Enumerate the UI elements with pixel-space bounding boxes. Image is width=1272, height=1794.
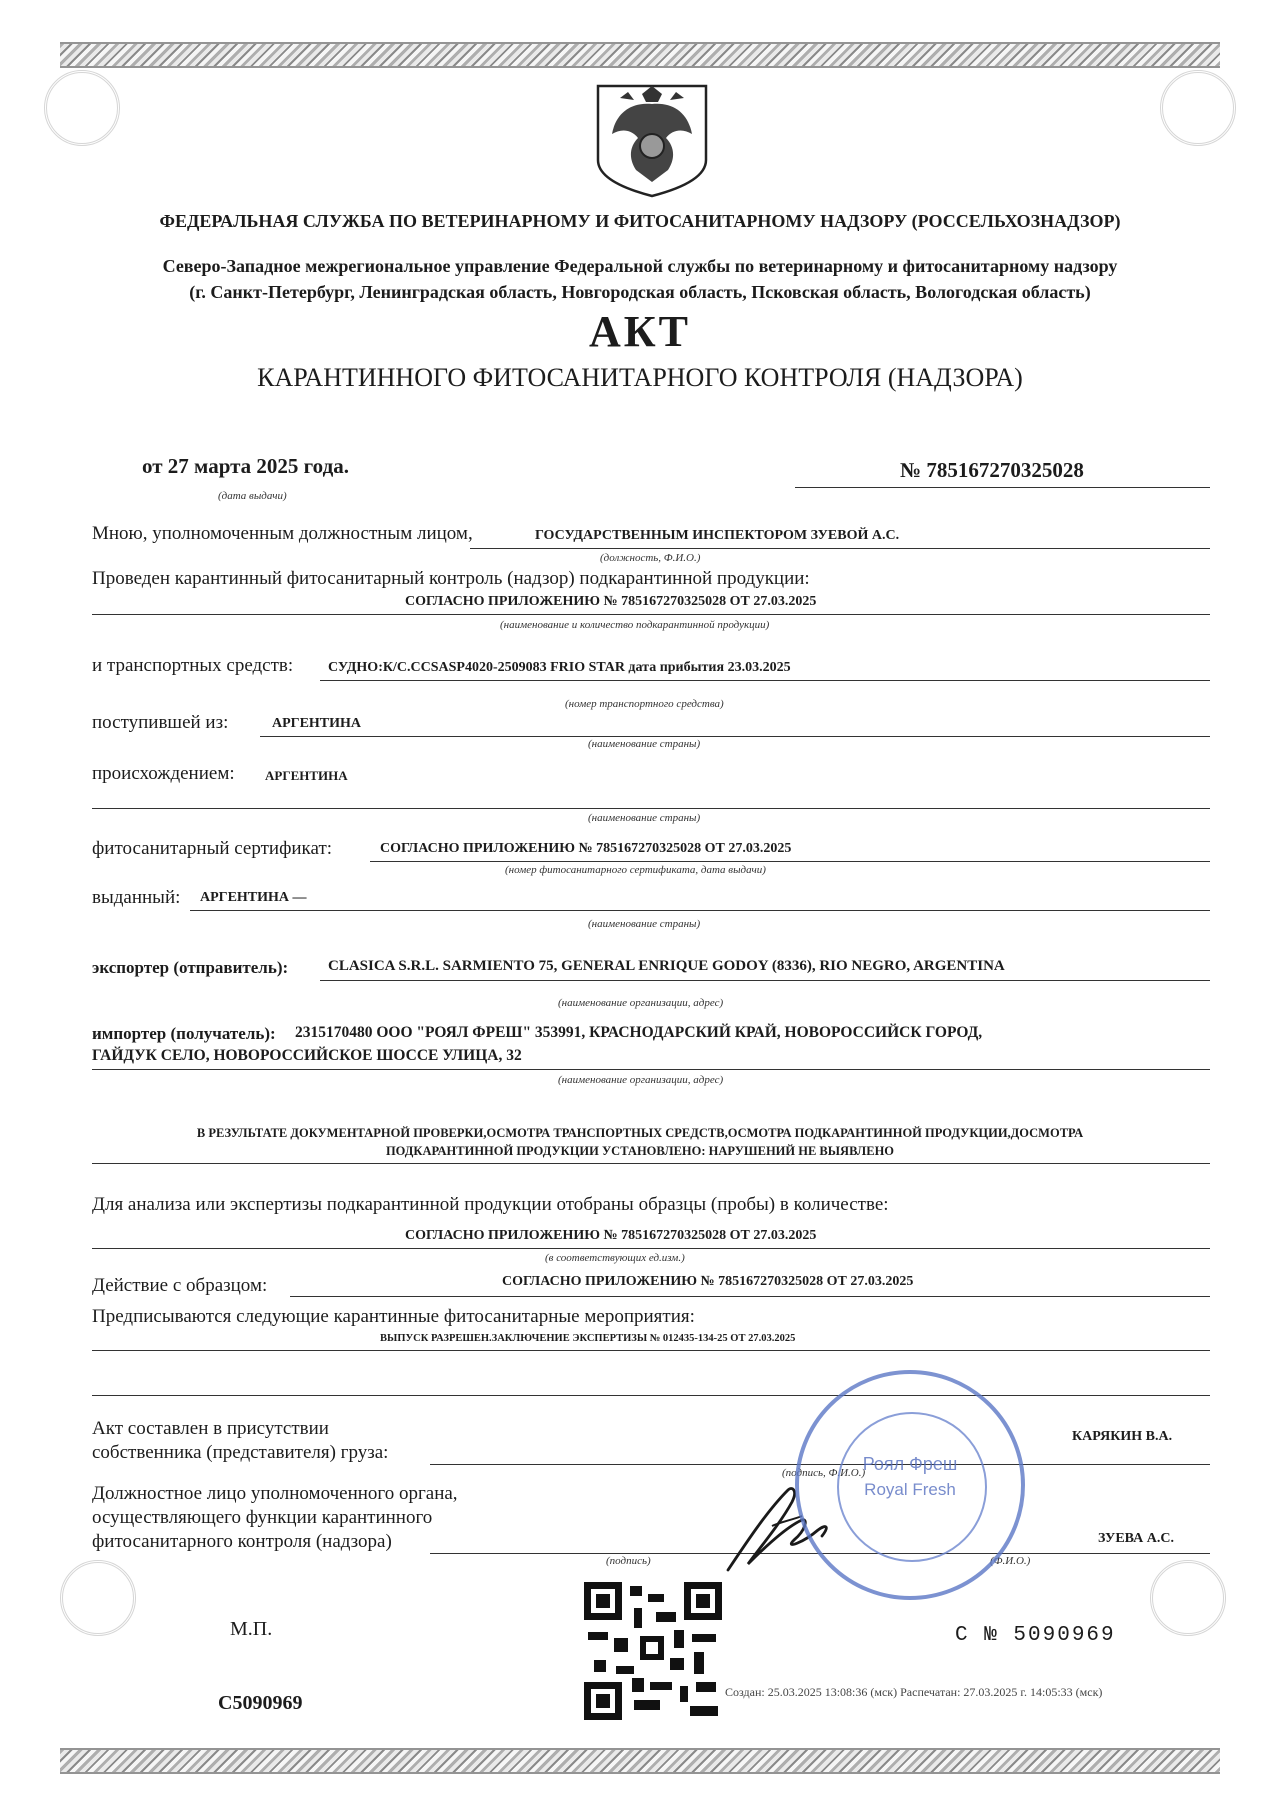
issued-value: АРГЕНТИНА — xyxy=(200,890,307,905)
official-label: Мною, уполномоченным должностным лицом, xyxy=(92,523,473,544)
origin-caption: (наименование страны) xyxy=(588,812,701,824)
underline xyxy=(320,680,1210,681)
corner-ornament xyxy=(1160,70,1236,146)
action-label: Действие с образцом: xyxy=(92,1275,268,1296)
underline xyxy=(92,1395,1210,1396)
transport-label: и транспортных средств: xyxy=(92,655,294,676)
exporter-caption: (наименование организации, адрес) xyxy=(558,997,724,1009)
underline xyxy=(370,861,1210,862)
issued-label: выданный: xyxy=(92,887,181,908)
mp-label: М.П. xyxy=(230,1618,273,1640)
corner-ornament xyxy=(44,70,120,146)
created-printed-timestamp: Создан: 25.03.2025 13:08:36 (мск) Распечатан: 27.03.2025 г. 14:05:33 (мск) xyxy=(725,1685,1103,1699)
exporter-label: экспортер (отправитель): xyxy=(92,958,289,977)
underline xyxy=(190,910,1210,911)
underline xyxy=(92,808,1210,809)
underline xyxy=(470,548,1210,549)
owner-caption: (подпись, Ф.И.О.) xyxy=(782,1467,866,1479)
act-number: № 785167270325028 xyxy=(900,458,1084,482)
underline xyxy=(320,980,1210,981)
underline xyxy=(92,614,1210,615)
importer-caption: (наименование организации, адрес) xyxy=(558,1074,724,1086)
control-label: Проведен карантинный фитосанитарный контроль (надзор) подкарантинной продукции: xyxy=(92,568,810,589)
result-line-2: ПОДКАРАНТИННОЙ ПРОДУКЦИИ УСТАНОВЛЕНО: НАРУШЕНИЙ НЕ ВЫЯВЛЕНО xyxy=(385,1144,895,1158)
sign-caption: (подпись) xyxy=(606,1555,651,1567)
official-value: ГОСУДАРСТВЕННЫМ ИНСПЕКТОРОМ ЗУЕВОЙ А.С. xyxy=(535,528,900,543)
importer-value-line-2: ГАЙДУК СЕЛО, НОВОРОССИЙСКОЕ ШОССЕ УЛИЦА, 32 xyxy=(92,1047,522,1064)
result-line-1: В РЕЗУЛЬТАТЕ ДОКУМЕНТАРНОЙ ПРОВЕРКИ,ОСМОТРА ТРАНСПОРТНЫХ СРЕДСТВ,ОСМОТРА ПОДКАРАНТИННОЙ ПРОДУКЦИИ,ДОСМОТРА xyxy=(196,1126,1084,1140)
bottom-serial-number: C5090969 xyxy=(218,1692,303,1714)
act-date: от 27 марта 2025 года. xyxy=(142,454,349,478)
samples-caption: (в соответствующих ед.изм.) xyxy=(545,1252,685,1264)
underline xyxy=(92,1069,1210,1070)
arrived-value: АРГЕНТИНА xyxy=(272,716,362,731)
company-stamp xyxy=(795,1370,1025,1600)
stamp-text-en: Royal Fresh xyxy=(864,1480,956,1499)
official-block-line-2: осуществляющего функции карантинного xyxy=(92,1507,433,1528)
arrived-caption: (наименование страны) xyxy=(588,738,701,750)
action-value: СОГЛАСНО ПРИЛОЖЕНИЮ № 785167270325028 ОТ 27.03.2025 xyxy=(502,1274,914,1289)
form-serial-number: C № 5090969 xyxy=(955,1624,1116,1647)
underline xyxy=(260,736,1210,737)
act-subtitle: КАРАНТИННОГО ФИТОСАНИТАРНОГО КОНТРОЛЯ (НАДЗОРА) xyxy=(257,363,1023,392)
top-ornament-border xyxy=(60,42,1220,68)
issued-caption: (наименование страны) xyxy=(588,918,701,930)
samples-label: Для анализа или экспертизы подкарантинной продукции отобраны образцы (пробы) в количестве: xyxy=(92,1194,889,1215)
underline xyxy=(92,1248,1210,1249)
official-name: ЗУЕВА А.С. xyxy=(1098,1531,1174,1546)
importer-value-line-1: 2315170480 ООО "РОЯЛ ФРЕШ" 353991, КРАСНОДАРСКИЙ КРАЙ, НОВОРОССИЙСК ГОРОД, xyxy=(295,1024,983,1041)
department-line-1: Северо-Западное межрегиональное управление Федеральной службы по ветеринарному и фитосанитарному надзору xyxy=(162,256,1118,276)
certificate-value: СОГЛАСНО ПРИЛОЖЕНИЮ № 785167270325028 ОТ 27.03.2025 xyxy=(380,841,792,856)
owner-label-line-2: собственника (представителя) груза: xyxy=(92,1442,389,1463)
act-title: АКТ xyxy=(588,307,692,356)
number-underline xyxy=(795,487,1210,488)
arrived-label: поступившей из: xyxy=(92,712,229,733)
agency-name: ФЕДЕРАЛЬНАЯ СЛУЖБА ПО ВЕТЕРИНАРНОМУ И ФИТОСАНИТАРНОМУ НАДЗОРУ (РОССЕЛЬХОЗНАДЗОР) xyxy=(159,211,1121,231)
measures-label: Предписываются следующие карантинные фитосанитарные мероприятия: xyxy=(92,1306,695,1327)
control-value: СОГЛАСНО ПРИЛОЖЕНИЮ № 785167270325028 ОТ 27.03.2025 xyxy=(405,594,817,609)
fio-caption: (Ф.И.О.) xyxy=(990,1555,1031,1567)
certificate-caption: (номер фитосанитарного сертификата, дата выдачи) xyxy=(505,864,766,876)
exporter-value: CLASICA S.R.L. SARMIENTO 75, GENERAL ENRIQUE GODOY (8336), RIO NEGRO, ARGENTINA xyxy=(328,958,1005,974)
measures-value: ВЫПУСК РАЗРЕШЕН.ЗАКЛЮЧЕНИЕ ЭКСПЕРТИЗЫ № 012435-134-25 ОТ 27.03.2025 xyxy=(380,1333,796,1344)
department-line-2: (г. Санкт-Петербург, Ленинградская область, Новгородская область, Псковская область, Вологодская область) xyxy=(189,282,1091,302)
coat-of-arms-emblem xyxy=(592,82,712,200)
owner-name: КАРЯКИН В.А. xyxy=(1072,1429,1173,1444)
corner-ornament xyxy=(1150,1560,1226,1636)
corner-ornament xyxy=(60,1560,136,1636)
official-block-line-1: Должностное лицо уполномоченного органа, xyxy=(92,1483,458,1504)
samples-value: СОГЛАСНО ПРИЛОЖЕНИЮ № 785167270325028 ОТ 27.03.2025 xyxy=(405,1228,817,1243)
bottom-ornament-border xyxy=(60,1748,1220,1774)
date-caption: (дата выдачи) xyxy=(218,490,287,502)
official-block-line-3: фитосанитарного контроля (надзора) xyxy=(92,1531,392,1552)
origin-label: происхождением: xyxy=(92,763,235,784)
certificate-label: фитосанитарный сертификат: xyxy=(92,838,333,859)
underline xyxy=(290,1296,1210,1297)
stamp-text-ru: Роял Фреш xyxy=(862,1454,958,1474)
qr-code xyxy=(584,1582,722,1720)
importer-label: импортер (получатель): xyxy=(92,1024,276,1043)
underline xyxy=(92,1163,1210,1164)
owner-label-line-1: Акт составлен в присутствии xyxy=(92,1418,329,1439)
origin-value: АРГЕНТИНА xyxy=(265,768,348,783)
control-caption: (наименование и количество подкарантинной продукции) xyxy=(500,619,770,631)
transport-value: СУДНО:К/С.CCSASP4020-2509083 FRIO STAR дата прибытия 23.03.2025 xyxy=(328,660,791,675)
official-caption: (должность, Ф.И.О.) xyxy=(600,552,701,564)
underline xyxy=(92,1350,1210,1351)
transport-caption: (номер транспортного средства) xyxy=(565,698,724,710)
